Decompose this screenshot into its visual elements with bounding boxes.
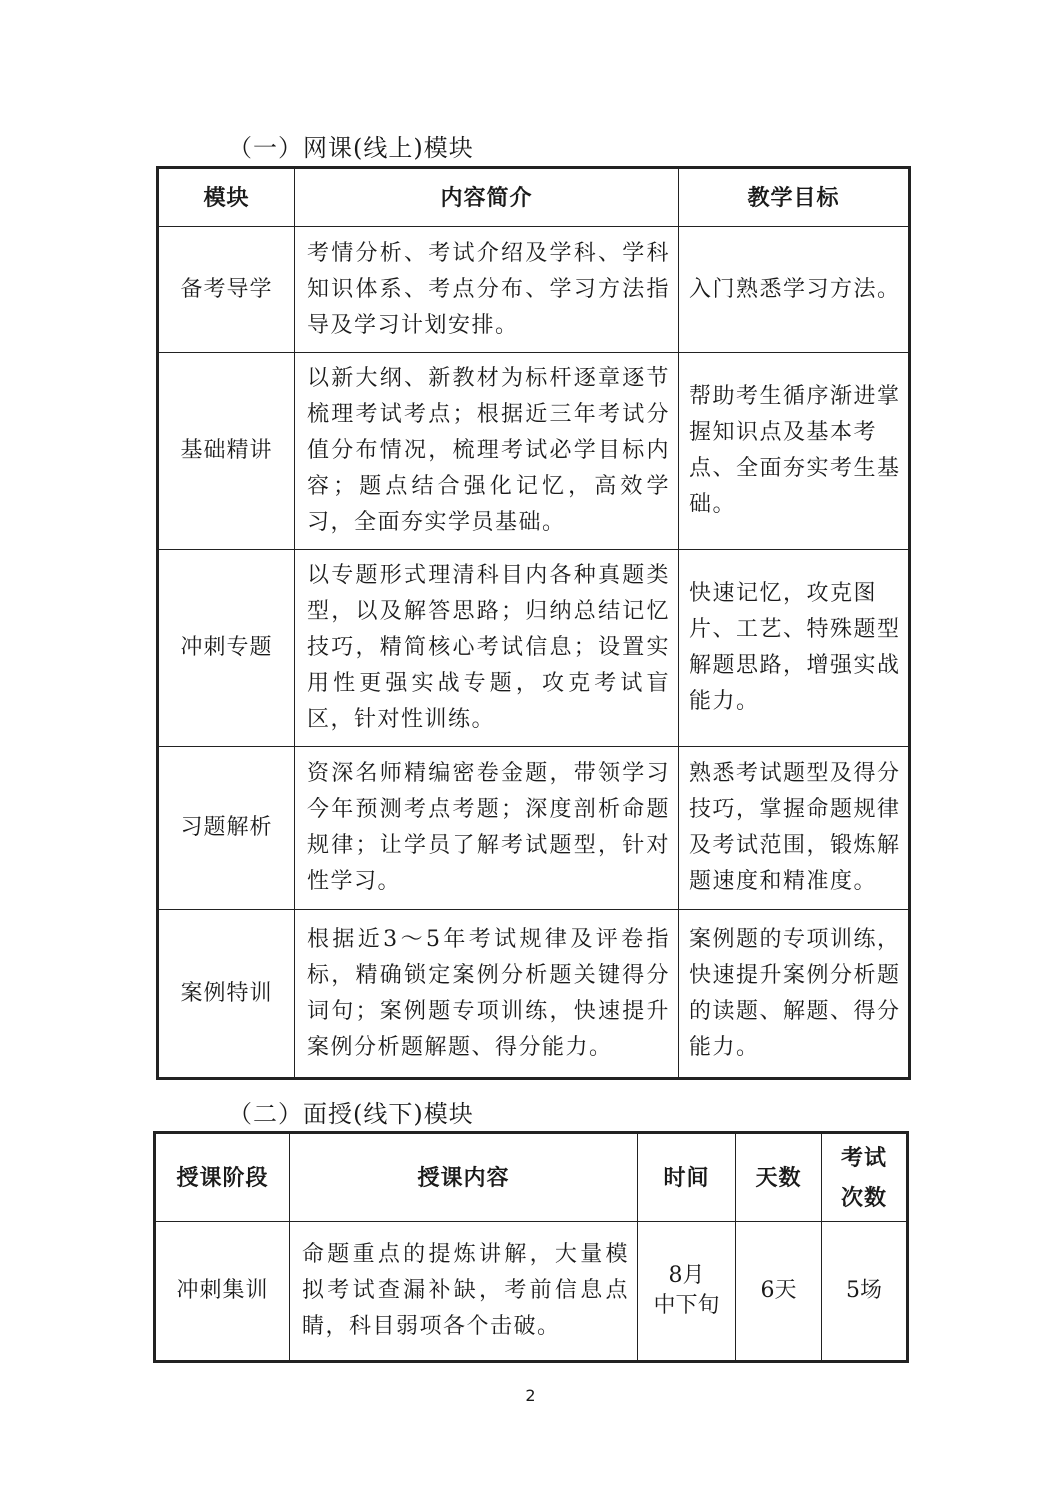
table-row [158,227,910,353]
header-goal: 教学目标 [679,168,910,227]
section-title-online: （一）网课(线上)模块 [228,134,474,162]
module-goal: 案例题的专项训练，快速提升案例分析题的读题、解题、得分能力。 [679,910,910,1079]
module-name: 备考导学 [158,227,295,353]
table-row [155,1222,908,1362]
header-content: 内容简介 [295,168,679,227]
module-name: 习题解析 [158,747,295,910]
module-content: 以专题形式理清科目内各种真题类型，以及解答思路；归纳总结记忆技巧，精简核心考试信息；设置实用性更强实战专题，攻克考试盲区，针对性训练。 [295,550,679,747]
stage-time [638,1222,736,1362]
header-stage: 授课阶段 [155,1133,290,1222]
header-days: 天数 [736,1133,822,1222]
stage-content: 命题重点的提炼讲解，大量模拟考试查漏补缺，考前信息点睛，科目弱项各个击破。 [290,1222,638,1362]
module-content: 资深名师精编密卷金题，带领学习今年预测考点考题；深度剖析命题规律；让学员了解考试题型，针对性学习。 [295,747,679,910]
stage-days: 6天 [736,1222,822,1362]
page-number: 2 [525,1386,536,1405]
table-header-row [155,1133,908,1222]
table-row [158,550,910,747]
table-row [158,747,910,910]
stage-time-line1: 8月 [668,1263,705,1288]
module-goal: 帮助考生循序渐进掌握知识点及基本考点、全面夯实考生基础。 [679,353,910,550]
section-title-offline: （二）面授(线下)模块 [228,1100,474,1128]
module-goal: 熟悉考试题型及得分技巧，掌握命题规律及考试范围，锻炼解题速度和精准度。 [679,747,910,910]
module-goal: 快速记忆，攻克图片、工艺、特殊题型解题思路，增强实战能力。 [679,550,910,747]
offline-module-table [153,1131,909,1363]
module-content: 根据近3～5年考试规律及评卷指标，精确锁定案例分析题关键得分词句；案例题专项训练，快速提升案例分析题解题、得分能力。 [295,910,679,1079]
module-name: 冲刺专题 [158,550,295,747]
module-content: 以新大纲、新教材为标杆逐章逐节梳理考试考点；根据近三年考试分值分布情况，梳理考试必学目标内容；题点结合强化记忆，高效学习，全面夯实学员基础。 [295,353,679,550]
module-name: 案例特训 [158,910,295,1079]
module-content: 考情分析、考试介绍及学科、学科知识体系、考点分布、学习方法指导及学习计划安排。 [295,227,679,353]
header-exams: 考试次数 [822,1133,908,1222]
online-module-table [156,166,911,1080]
stage-exams: 5场 [822,1222,908,1362]
stage-name: 冲刺集训 [155,1222,290,1362]
header-content: 授课内容 [290,1133,638,1222]
table-row [158,353,910,550]
stage-time-line2: 中下旬 [653,1293,720,1318]
table-header-row [158,168,910,227]
header-module: 模块 [158,168,295,227]
table-row [158,910,910,1079]
module-name: 基础精讲 [158,353,295,550]
module-goal: 入门熟悉学习方法。 [679,227,910,353]
header-time: 时间 [638,1133,736,1222]
